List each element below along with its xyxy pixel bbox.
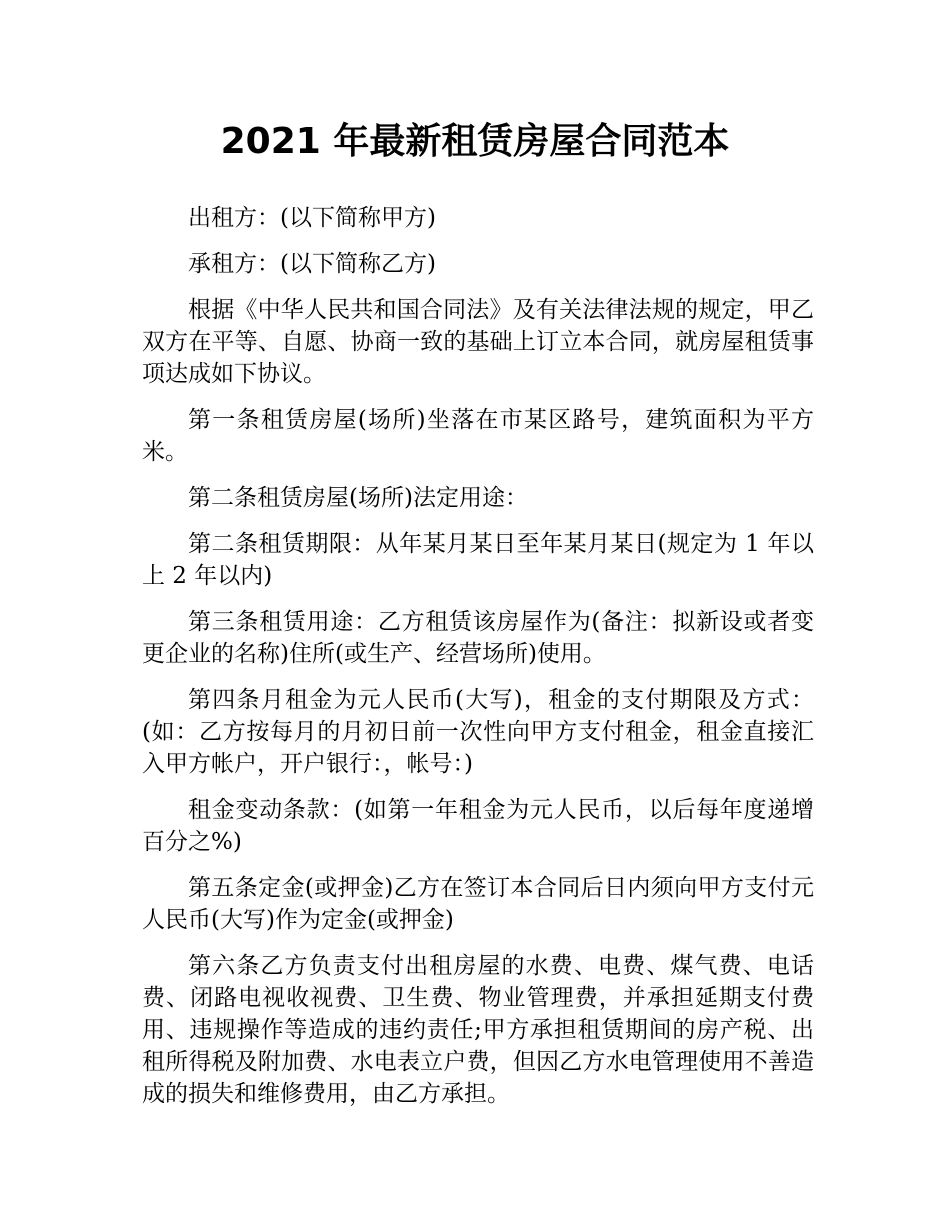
paragraph-article-2-term: 第二条租赁期限：从年某月某日至年某月某日(规定为 1 年以上 2 年以内) [142,531,814,589]
paragraph-article-6: 第六条乙方负责支付出租房屋的水费、电费、煤气费、电话费、闭路电视收视费、卫生费、物业管理费，并承担延期支付费用、违规操作等造成的违约责任;甲方承担租赁期间的房产税、出租所得税及附加费、水电表立户费，但因乙方水电管理使用不善造成的损失和维修费用，由乙方承担。 [142,953,814,1107]
document-body [142,202,814,1124]
paragraph-article-4: 第四条月租金为元人民币(大写)，租金的支付期限及方式：(如：乙方按每月的月初日前一次性向甲方支付租金，租金直接汇入甲方帐户，开户银行：，帐号：) [142,687,814,777]
paragraph-article-5: 第五条定金(或押金)乙方在签订本合同后日内须向甲方支付元人民币(大写)作为定金(或押金) [142,875,814,933]
paragraph-article-1: 第一条租赁房屋(场所)坐落在市某区路号，建筑面积为平方米。 [142,407,814,465]
paragraph-rent-change: 租金变动条款：(如第一年租金为元人民币，以后每年度递增百分之%) [142,797,814,855]
document-title: 2021 年最新租赁房屋合同范本 [220,121,730,162]
paragraph-preamble: 根据《中华人民共和国合同法》及有关法律法规的规定，甲乙双方在平等、自愿、协商一致的基础上订立本合同，就房屋租赁事项达成如下协议。 [142,297,814,387]
paragraph-lessee: 承租方：(以下简称乙方) [188,251,436,277]
paragraph-lessor: 出租方：(以下简称甲方) [188,205,436,231]
paragraph-article-2-usage: 第二条租赁房屋(场所)法定用途： [188,485,528,511]
paragraph-article-3: 第三条租赁用途：乙方租赁该房屋作为(备注：拟新设或者变更企业的名称)住所(或生产、经营场所)使用。 [142,609,814,667]
